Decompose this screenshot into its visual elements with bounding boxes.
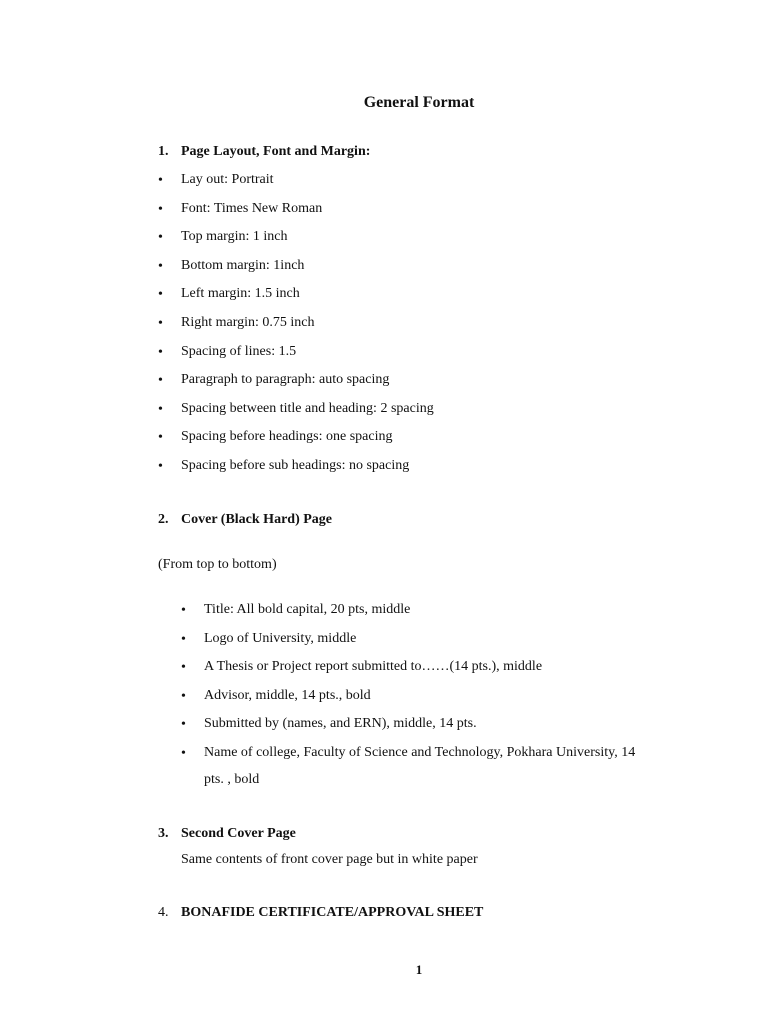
bullet-icon: • bbox=[181, 632, 186, 647]
list-item: Left margin: 1.5 inch bbox=[181, 286, 300, 301]
section-1-heading: Page Layout, Font and Margin: bbox=[181, 144, 371, 159]
list-item: Right margin: 0.75 inch bbox=[181, 315, 315, 330]
list-item: Name of college, Faculty of Science and Technology, Pokhara University, 14 bbox=[204, 745, 636, 760]
section-2-heading: Cover (Black Hard) Page bbox=[181, 512, 332, 527]
bullet-icon: • bbox=[158, 430, 163, 445]
section-2-number: 2. bbox=[158, 512, 169, 527]
bullet-icon: • bbox=[158, 230, 163, 245]
bullet-icon: • bbox=[158, 459, 163, 474]
document-title: General Format bbox=[363, 94, 475, 111]
section-3-heading: Second Cover Page bbox=[181, 826, 296, 841]
bullet-icon: • bbox=[158, 402, 163, 417]
list-item: Font: Times New Roman bbox=[181, 201, 323, 216]
bullet-icon: • bbox=[181, 603, 186, 618]
list-item: Lay out: Portrait bbox=[181, 172, 274, 187]
list-item-continuation: pts. , bold bbox=[204, 772, 260, 787]
list-item: Advisor, middle, 14 pts., bold bbox=[204, 688, 371, 703]
bullet-icon: • bbox=[158, 202, 163, 217]
section-1-number: 1. bbox=[158, 144, 169, 159]
list-item: Spacing of lines: 1.5 bbox=[181, 344, 297, 359]
list-item: Logo of University, middle bbox=[204, 631, 357, 646]
list-item: Spacing between title and heading: 2 spacing bbox=[181, 401, 434, 416]
section-4-heading: BONAFIDE CERTIFICATE/APPROVAL SHEET bbox=[181, 905, 484, 920]
bullet-icon: • bbox=[181, 717, 186, 732]
list-item: Submitted by (names, and ERN), middle, 14 pts. bbox=[204, 716, 477, 731]
bullet-icon: • bbox=[158, 173, 163, 188]
list-item: A Thesis or Project report submitted to……(14 pts.), middle bbox=[204, 659, 543, 674]
list-item: Title: All bold capital, 20 pts, middle bbox=[204, 602, 411, 617]
list-item: Bottom margin: 1inch bbox=[181, 258, 305, 273]
list-item: Spacing before sub headings: no spacing bbox=[181, 458, 410, 473]
bullet-icon: • bbox=[158, 316, 163, 331]
section-3-body: Same contents of front cover page but in white paper bbox=[181, 852, 478, 867]
list-item: Top margin: 1 inch bbox=[181, 229, 288, 244]
bullet-icon: • bbox=[158, 373, 163, 388]
bullet-icon: • bbox=[158, 259, 163, 274]
bullet-icon: • bbox=[158, 345, 163, 360]
section-3-number: 3. bbox=[158, 826, 169, 841]
section-2-intro: (From top to bottom) bbox=[158, 557, 277, 572]
page-number: 1 bbox=[415, 962, 423, 977]
bullet-icon: • bbox=[181, 689, 186, 704]
list-item: Paragraph to paragraph: auto spacing bbox=[181, 372, 390, 387]
bullet-icon: • bbox=[158, 287, 163, 302]
section-4-number: 4. bbox=[158, 905, 169, 920]
bullet-icon: • bbox=[181, 746, 186, 761]
list-item: Spacing before headings: one spacing bbox=[181, 429, 393, 444]
bullet-icon: • bbox=[181, 660, 186, 675]
